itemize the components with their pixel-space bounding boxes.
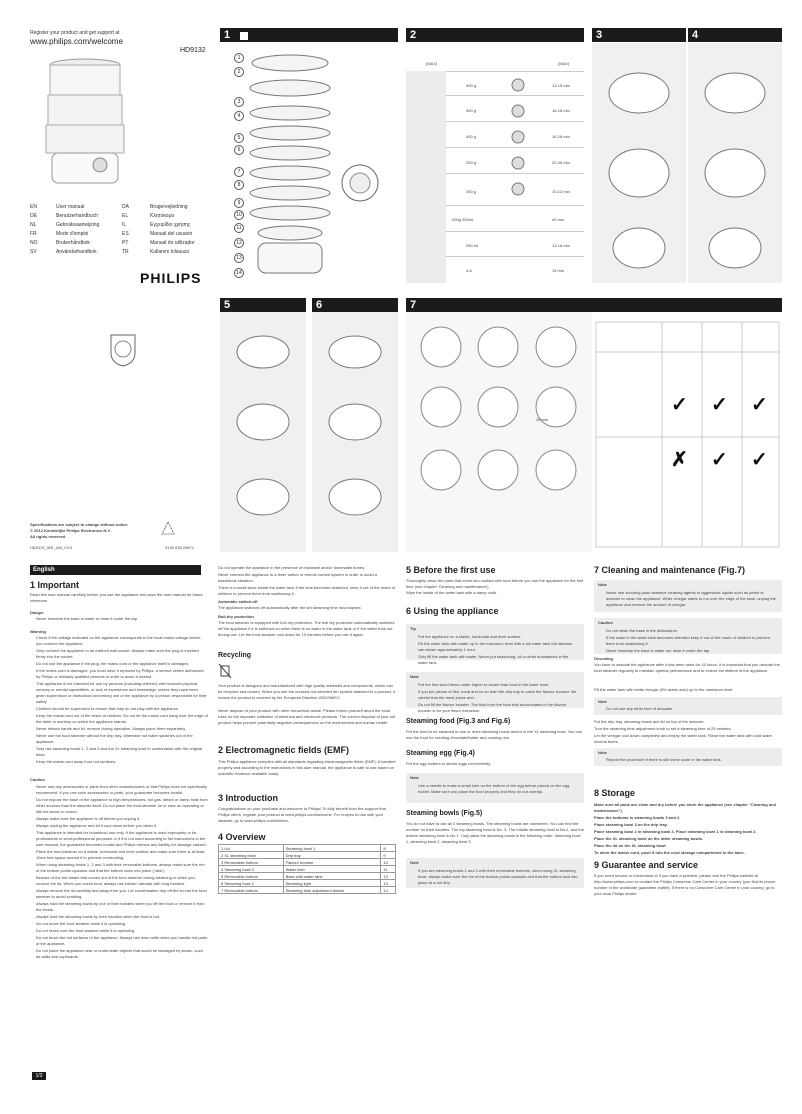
descaling-heading: Descaling — [594, 656, 613, 661]
section-2-text: This Philips appliance complies with all standards regarding electromagnetic fields (EMF). If handled properly and according to the instructions in this user manual, the appliance is safe to use based on scientific evidence available today. — [218, 759, 396, 776]
panel-3-assembly — [592, 43, 686, 283]
steaming-food-text: Put the food to be steamed in one or more steaming bowls and/or in the XL steaming bowl. You can use the food for creating chocolate/butter and cooking rice. — [406, 729, 582, 740]
panel-6-header: 6 — [312, 298, 398, 312]
auto-off-heading: Automatic switch-off — [218, 599, 258, 604]
danger-item: Never immerse the base in water or rinse it under the tap. — [36, 616, 139, 621]
storage-list: Make sure all parts are clean and dry before you store the appliance (see chapter "Cleaning and maintenance"). Place the bottoms in steaming bowls 3 and 2. Place steaming bowl 3 on the drip tray. Place steaming bowl 2 in steaming bowl 3. Place steaming bowl 1 in steaming bowl 2. Place the XL steaming bowl on the other steaming bowls. Place the lid on the XL steaming bowl. To store the mains cord, push it into the cord storage compartment in the base. — [594, 802, 776, 855]
section-5-title: 5 Before the first use — [406, 565, 496, 575]
panel-1-header: 1 — [220, 28, 398, 42]
descaling-step-3: Turn the steaming time adjustment knob to set a steaming time of 25 minutes. — [594, 726, 732, 731]
copyright: © 2012 Koninklijke Philips Electronics N.V. — [30, 528, 111, 533]
hand-icon — [238, 30, 250, 42]
rights: All rights reserved. — [30, 534, 67, 539]
panel-2-steaming-table: (MAX) (MAX) 400 g 13-15 min 400 g 16-18 min 400 g 16-18 min 250 g 20-25 min 250 g 10-12 min 200g 200ml 40 min 250 ml 13-16 min 4-6 15 min — [406, 43, 584, 283]
panel-4-header: 4 — [688, 28, 782, 42]
panel-4-assembly — [688, 43, 782, 283]
descaling-text: You have to descale the appliance after it has been used for 15 hours. It is important that you descale the food steamer regularly to maintain optimal performance and to extend the lifetime of the appliance. — [594, 662, 780, 673]
note-box-6: Note Repeat the procedure if there is still some scale in the water tank. — [594, 748, 782, 766]
support-url[interactable]: www.philips.com/welcome — [30, 37, 123, 46]
section-4-title: 4 Overview — [218, 832, 266, 842]
panel-1-parts: 1 2 3 4 5 6 7 8 9 10 11 12 13 14 — [220, 43, 398, 283]
steaming-egg-text: Put the egg holders to steam eggs conveniently. — [406, 761, 492, 766]
descaling-step-2: Put the drip tray, steaming bowls and lid on top of the steamer. — [594, 719, 705, 724]
recycle-icon — [160, 520, 176, 538]
boil-dry-text: The food steamer is equipped with boil dry protection. The boil dry protection automatically switches off the appliance if it is switched on when there is no water in the water tank or if the water runs out during use. Let the food steamer cool down for 10 minutes before you use it again. — [218, 620, 395, 637]
boil-dry-heading: Boil-dry protection — [218, 614, 254, 619]
wheelie-bin-icon — [218, 663, 232, 679]
steamer-illustration — [30, 55, 140, 190]
page-number: 1/3 — [32, 1072, 46, 1080]
warning-list: Check if the voltage indicated on the appliance corresponds to the local mains voltage before you connect the appliance. Only connect the appliance to an earthed wall socket. Always make sure the plug is inserted firmly into the socket. Do not use the appliance if the plug, the mains cord or the appliance itself is damaged. If the mains cord is damaged, you must have it replaced by Philips, a service centre authorised by Philips or similarly qualified persons in order to avoid a hazard. This appliance is not intended for use by persons (including children) with reduced physical, sensory or mental capabilities, or lack of experience and knowledge, unless they have been given supervision or instruction concerning use of the appliance by a person responsible for their safety. Children should be supervised to ensure that they do not play with the appliance. Keep the mains cord out of the reach of children. Do not let the mains cord hang over the edge of the table or worktop on which the appliance stands. Never detach hands and lid, remove during operation. Always place them separately. Never use the food steamer without the drip tray, otherwise hot water splashes out of the appliance. Only use steaming bowls 1, 2 and 3 and the XL steaming bowl in combination with the original base. Keep the mains cord away from hot surfaces. — [36, 635, 208, 764]
panel-7-cleaning: 25 min ✓ ✓ ✓ ✗ ✓ ✓ — [406, 312, 782, 552]
steaming-bowls-text: You do not have to use all 3 steaming bowls. The steaming bowls are numbered. You can find the number on their handles. The top steaming bowl is No. 3. The middle steaming bowl is No.2, and the bottom steaming bowl is No.1. Only stack the steaming bowls in the following order: steaming bowl 1, steaming bowl 2, steaming bowl 3. — [406, 821, 584, 844]
register-text: Register your product and get support at — [30, 30, 120, 36]
brand-wordmark: PHILIPS — [140, 270, 202, 286]
section-2-title: 2 Electromagnetic fields (EMF) — [218, 745, 350, 755]
panel-5-assembly — [220, 312, 306, 552]
panel-7-header: 7 — [406, 298, 782, 312]
panel-5-header: 5 — [220, 298, 306, 312]
section-7-title: 7 Cleaning and maintenance (Fig.7) — [594, 565, 746, 575]
warning-heading: Warning — [30, 629, 46, 634]
section-1-intro: Read this user manual carefully before you use the appliance and save the user manual for future reference. — [30, 592, 203, 603]
panel-2-header: 2 — [406, 28, 584, 42]
section-3-text: Congratulations on your purchase and welcome to Philips! To fully benefit from the support that Philips offers, register your product at www.philips.com/welcome. For recipes to use with your steamer, go to www.philips.com/kitchen. — [218, 806, 386, 823]
auto-off-text: The appliance switches off automatically after the set steaming time has elapsed. — [218, 605, 362, 610]
panel-3-header: 3 — [592, 28, 686, 42]
section-1-title: 1 Important — [30, 580, 80, 590]
note-box: Note Put the fine sized items under higher to steam than food in the lower bowl. If you put pieces of fish, meat and so on than the drip tray to catch the flavour booster. Be careful that the meat juices and ... Do not fill the flavour booster. The fluid from the food that accumulates in the flavour booster is for your flavor extraction. — [406, 672, 584, 708]
recycling-heading: Recycling — [218, 652, 252, 659]
steaming-food-heading: Steaming food (Fig.3 and Fig.6) — [406, 718, 511, 725]
note-box-5: Note Do not use any other kind of descaler. — [594, 697, 782, 715]
note-box-3: Note If you are steaming bowls 1 and 2 with their removable bottoms, when using XL steaming bowl, always make sure the rim of the bottom points upwards and that the bottom lock into place at a hot drip. — [406, 858, 584, 888]
section-3-title: 3 Introduction — [218, 793, 278, 803]
note-box-4: Note Never use scouring pads abrasive cleaning agents or aggressive liquids such as petrol or acetone to clean the appliance. While vinegar starts to run over the edge of the bowl, unplug the appliance and remove the amount of vinegar. — [594, 580, 782, 612]
section-9-title: 9 Guarantee and service — [594, 860, 699, 870]
section-6-title: 6 Using the appliance — [406, 606, 499, 616]
steaming-bowls-heading: Steaming bowls (Fig.5) — [406, 810, 483, 817]
philips-shield-icon — [109, 333, 137, 367]
section-8-title: 8 Storage — [594, 788, 636, 798]
section-5-step-2: Wipe the inside of the water tank with a damp cloth. — [406, 590, 498, 595]
overview-table: 1 Lid Steaming bowl 1 8 2 XL steaming bowl Drip tray 9 3 Removable bottom Flavour booster 10 4 Steaming bowl 3 Water inlet 11 5 Removable bottom Base with water tank 12 6 Steaming bowl 2 Steaming light 13 7 Removable bottom Steaming time adjustment button 14 — [218, 844, 396, 894]
footer-date: 3140 035 29871 — [165, 545, 194, 550]
caution-box: Caution Do not clean the base in the dishwasher. If the scale in the water tank becomes distorted keep it out of the reach of children to prevent them from swallowing it. Never immerse the base in water nor rinse it under the tap. — [594, 618, 782, 654]
model-number: HD9132 — [180, 47, 206, 54]
descaling-step-1: Fill the water tank with white vinegar (8% acetic acid) up to the maximum level. — [594, 687, 734, 692]
footer-code: HD9132_WK_UM_V3.0 — [30, 545, 73, 550]
caution-heading: Caution — [30, 777, 45, 782]
descaling-step-4: Let the vinegar cool down completely and empty the water tank. Rinse the water tank with cold water several times. — [594, 733, 773, 744]
spec-note: Specifications are subject to change without notice — [30, 522, 128, 527]
section-9-text: If you need service or information or if you have a problem, please visit the Philips website at http://www.philips.com or contact the Philips Consumer Care Center in your country (you find its phone number in the worldwide guarantee leaflet). If there is no Consumer Care Center in your country, go to your local Philips dealer. — [594, 873, 776, 896]
note-box-2: Note Use a needle to make a small hole on the bottom of the egg before placed on the egg holder. Make sure you place the food properly and they do not overlap. — [406, 773, 584, 803]
recycling-text: Your product is designed and manufactured with high quality materials and components, which can be recycled and reused. When you see the crossed-out wheeled bin symbol attached to a product, it means the product is covered by the European Directive 2002/96/EC. — [218, 683, 396, 700]
panel-6-assembly — [312, 312, 398, 552]
english-header: English — [30, 565, 201, 575]
recycling-text-2: Never dispose of your product with other household waste. Please inform yourself about the local rules on the separate collection of electrical and electronic products. The correct disposal of your old product helps prevent potentially negative consequences on the environment and human health. — [218, 708, 396, 725]
steaming-egg-heading: Steaming egg (Fig.4) — [406, 750, 475, 757]
caution-list: Never use any accessories or parts from other manufacturers or that Philips does not specifically recommend. If you use such accessories or parts, your guarantee becomes invalid. Do not expose the base of the appliance to high temperatures, hot gas, steam or damp heat from other sources than the steamer itself. Do not place the food steamer on or near an operating or still hot stove or cooker. Always make sure the appliance is off before you unplug it. Always unplug the appliance and let it cool down before you clean it. This appliance is intended for household use only. If the appliance is used improperly or for professional or semi-professional purposes or if it is not used according to the instructions in the user manual, the guarantee becomes invalid and Philips refuses any liability for damage caused. Place the food steamer on a stable, horizontal and level surface and make sure there is at least 10cm free space around it to prevent overheating. When using steaming bowls 1, 2 and 3 with their removable bottoms, always make sure the rim of the bottom points upwards and that the bottom locks into place ('click'). Beware of the hot steam that comes out of the food steamer during steaming or when you remove the lid. When you check food, always use kitchen utensils with long handles. Always remove the lid carefully and away from you. Let condensation drip off the lid into the food steamer to avoid scalding. Always hold the steaming bowls by one of their handles when you lift the food or remove it from the bowls. Always hold the steaming bowls by their handles when the food is hot. Do not move the food steamer while it is operating. Do not reach over the food steamer while it is operating. Do not touch the hot surfaces of the appliance. Always use oven mitts when you handle hot parts of the appliance. Do not place the appliance near or underneath objects that would be damaged by steam, such as walls and cupboards. — [36, 784, 208, 959]
col2-bullets: Do not operate the appliance in the presence of explosive and/or flammable fumes. Never connect the appliance to a timer switch or remote control system in order to avoid a hazardous situation. There is a small slave inside the water tank if the time becomes detached, keep it out of the reach of children to prevent them from swallowing it. — [218, 565, 396, 596]
danger-heading: Danger — [30, 610, 44, 615]
tip-box: Tip Put the appliance on a stable, horizontal and level surface. Fill the water tank with water up to the maximum level with a full water tank the steamer can steam approximately 1 hour. Only fill the water tank with water. Never put seasoning, oil or other substances in the water tank. — [406, 624, 584, 660]
section-5-step-1: Thoroughly clean the parts that come into contact with food before you use the appliance for the first time (see chapter 'Cleaning and maintenance'). — [406, 578, 584, 589]
